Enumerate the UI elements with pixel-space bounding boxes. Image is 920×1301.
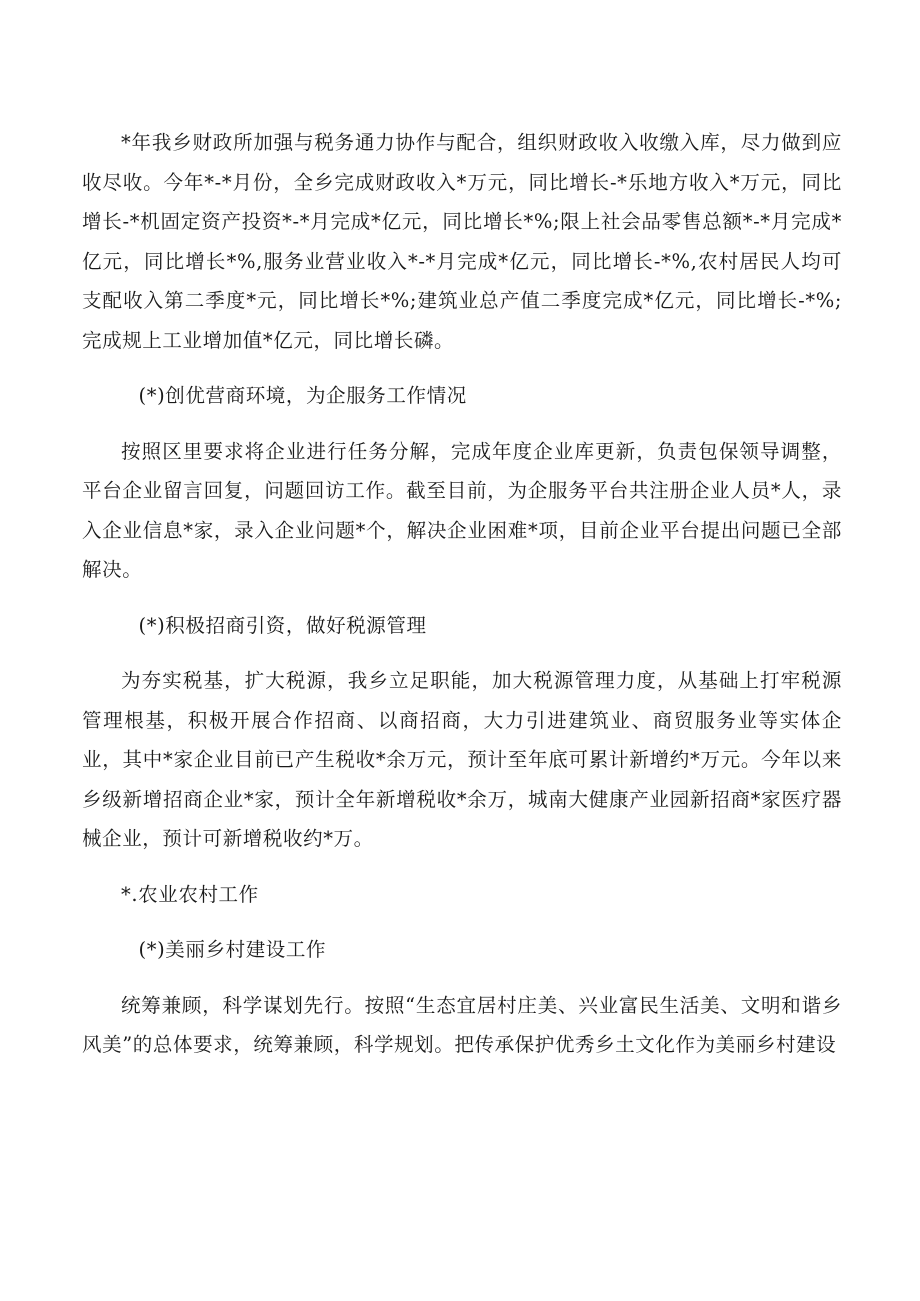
section-heading-agriculture: *.农业农村工作 bbox=[121, 882, 259, 906]
paragraph-fiscal-revenue: *年我乡财政所加强与税务通力协作与配合，组织财政收入收缴入库，尽力做到应收尽收。今年*-*月份，全乡完成财政收入*万元，同比增长-*乐地方收入*万元，同比增长-*机固定资产投资*-*月完成*亿元，同比增长*%;限上社会品零售总额*-*月完成*亿元，同比增长*%,服务业营业收入*-*月完成*亿元，同比增长-*%,农村居民人均可支配收入第二季度*元，同比增长*%;建筑业总产值二季度完成*亿元，同比增长-*%;完成规上工业增加值*亿元，同比增长磷。 bbox=[82, 131, 842, 352]
paragraph-tax-source: 为夯实税基，扩大税源，我乡立足职能，加大税源管理力度，从基础上打牢税源管理根基，积极开展合作招商、以商招商，大力引进建筑业、商贸服务业等实体企业，其中*家企业目前已产生税收*余万元，预计至年底可累计新增约*万元。今年以来乡级新增招商企业*家，预计全年新增税收*余万，城南大健康产业园新招商*家医疗器械企业，预计可新增税收约*万。 bbox=[82, 669, 842, 850]
section-heading-business-environment: (*)创优营商环境，为企服务工作情况 bbox=[138, 384, 467, 407]
document-body bbox=[82, 123, 842, 1081]
paragraph-village-planning: 统筹兼顾，科学谋划先行。按照“生态宜居村庄美、兴业富民生活美、文明和谐乡风美”的总体要求，统筹兼顾，科学规划。把传承保护优秀乡土文化作为美丽乡村建设 bbox=[82, 993, 842, 1056]
paragraph-enterprise-service: 按照区里要求将企业进行任务分解，完成年度企业库更新，负责包保领导调整，平台企业留言回复，问题回访工作。截至目前，为企服务平台共注册企业人员*人，录入企业信息*家，录入企业问题*个，解决企业困难*项，目前企业平台提出问题已全部解决。 bbox=[82, 439, 842, 581]
section-heading-beautiful-village: (*)美丽乡村建设工作 bbox=[138, 938, 327, 961]
section-heading-investment: (*)积极招商引资，做好税源管理 bbox=[138, 613, 427, 637]
